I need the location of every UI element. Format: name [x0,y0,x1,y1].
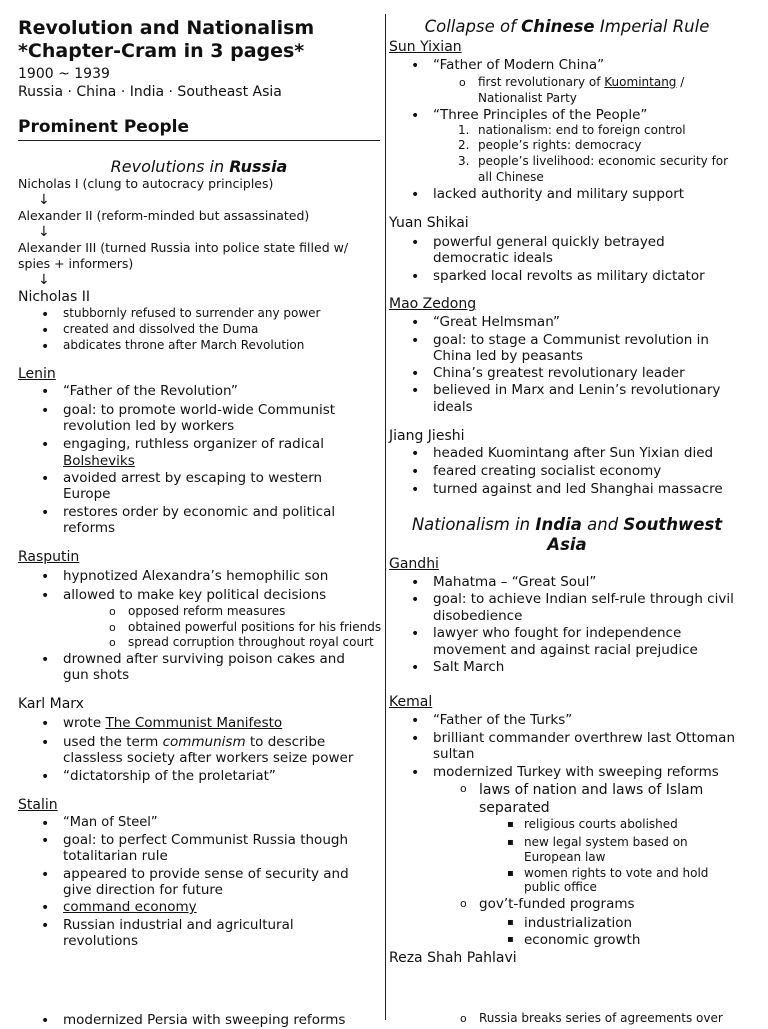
india-heading-cont: Asia [547,535,587,554]
alexander-ii: Alexander II (reform-minded but assassinated) [18,208,310,223]
list-item: • abdicates throne after March Revolution [63,339,304,353]
arrow-icon: ↓ [38,192,50,208]
list-item-cont: ideals [433,399,473,415]
sub-item: o gov’t-funded programs [479,897,635,913]
list-item: • hypnotized Alexandra’s hemophilic son [63,569,328,585]
numbered-item: people’s livelihood: economic security for [478,154,729,168]
nicholas-ii: Nicholas II [18,289,90,305]
sub-item: o obtained powerful positions for his friends [128,621,381,635]
list-item: • brilliant commander overthrew last Ottoman [433,731,735,747]
list-item-cont: reforms [63,520,116,536]
list-item: • headed Kuomintang after Sun Yixian died [433,446,713,462]
list-item: • appeared to provide sense of security and [63,867,349,883]
list-item: • engaging, ruthless organizer of radical [63,437,324,453]
num-marker: 2. [458,138,470,152]
list-item-cont: give direction for future [63,882,223,898]
sub-sub-item: ▪ religious courts abolished [524,818,678,832]
list-item: • “Man of Steel” [63,816,158,831]
jiang-name: Jiang Jieshi [389,428,465,444]
list-item: • feared creating socialist economy [433,464,661,480]
lenin-name: Lenin [18,366,56,382]
sub-item: o spread corruption throughout royal court [128,636,374,650]
list-item-cont: gun shots [63,667,130,683]
list-item-cont: classless society after workers seize power [63,750,354,766]
rasputin-name: Rasputin [18,549,80,565]
year-range: 1900 ~ 1939 [18,66,110,82]
num-marker: 3. [458,154,470,168]
alexander-iii-cont: spies + informers) [18,256,134,271]
list-item: • created and dissolved the Duma [63,323,258,337]
sub-sub-item: ▪ industrialization [524,916,632,932]
list-item-cont: sultan [433,746,475,762]
list-item-cont: disobedience [433,608,523,624]
list-item-cont: China led by peasants [433,348,583,364]
section-heading: Prominent People [18,117,190,137]
sub-item: o Russia breaks series of agreements over [479,1012,723,1026]
list-item: • “Father of Modern China” [433,58,604,74]
marx-name: Karl Marx [18,696,84,712]
stalin-name: Stalin [18,797,58,813]
list-item: • “Father of the Turks” [433,713,572,729]
list-item: • Russian industrial and agricultural [63,918,294,934]
list-item: • stubbornly refused to surrender any power [63,307,320,321]
list-item: • goal: to promote world-wide Communist [63,403,335,419]
alexander-iii: Alexander III (turned Russia into police state filled w/ [18,240,349,255]
numbered-item-cont: all Chinese [478,170,544,184]
list-item-cont: Europe [63,486,111,502]
list-item: • modernized Persia with sweeping reforms [63,1013,345,1029]
num-marker: 1. [458,123,470,137]
list-item: • sparked local revolts as military dictator [433,269,705,285]
sub-item-cont: separated [479,800,550,816]
list-item: • used the term communism to describe [63,735,325,751]
column-divider [385,14,386,1020]
nicholas-i: Nicholas I (clung to autocracy principles) [18,176,274,191]
list-item: • “Great Helmsman” [433,315,560,331]
list-item: • powerful general quickly betrayed [433,235,665,251]
yuan-name: Yuan Shikai [389,215,469,231]
arrow-icon: ↓ [38,224,50,240]
sub-item: o laws of nation and laws of Islam [479,782,703,798]
page-subtitle: *Chapter-Cram in 3 pages* [18,40,305,62]
sub-item: o first revolutionary of Kuomintang / [478,76,684,90]
page-title: Revolution and Nationalism [18,17,315,39]
list-item: • turned against and led Shanghai massacre [433,482,723,498]
list-item-cont: democratic ideals [433,250,553,266]
mao-name: Mao Zedong [389,296,477,312]
numbered-item: people’s rights: democracy [478,138,642,152]
list-item: • drowned after surviving poison cakes and [63,652,345,668]
list-item: • “dictatorship of the proletariat” [63,769,276,785]
list-item: • lacked authority and military support [433,187,684,203]
list-item: • Mahatma – “Great Soul” [433,575,596,591]
list-item: • avoided arrest by escaping to western [63,471,322,487]
china-heading: Collapse of Chinese Imperial Rule [424,17,710,36]
list-item: • China’s greatest revolutionary leader [433,366,685,382]
section-rule [18,140,380,141]
sub-sub-item: ▪ new legal system based on [524,836,688,850]
list-item: • allowed to make key political decisions [63,588,326,604]
kemal-name: Kemal [389,694,433,710]
list-item: • goal: to stage a Communist revolution in [433,333,709,349]
sub-sub-item: ▪ economic growth [524,933,640,949]
list-item-cont: movement and against racial prejudice [433,642,698,658]
sub-sub-item-cont: European law [524,850,606,864]
list-item-cont: revolution led by workers [63,418,235,434]
numbered-item: nationalism: end to foreign control [478,123,686,137]
india-heading: Nationalism in India and Southwest [411,515,723,534]
list-item: • goal: to perfect Communist Russia though [63,833,348,849]
list-item: • “Father of the Revolution” [63,384,238,400]
list-item: • “Three Principles of the People” [433,108,647,124]
reza-name: Reza Shah Pahlavi [389,950,517,966]
list-item: • Salt March [433,660,504,676]
list-item: • restores order by economic and political [63,505,335,521]
regions: Russia · China · India · Southeast Asia [18,84,282,100]
list-item: • command economy [63,900,197,916]
list-item-cont: revolutions [63,933,139,949]
arrow-icon: ↓ [38,272,50,288]
list-item: • lawyer who fought for independence [433,626,681,642]
russia-heading: Revolutions in Russia [110,157,288,176]
sub-sub-item: ▪ women rights to vote and hold [524,867,708,881]
list-item: • wrote The Communist Manifesto [63,716,282,732]
list-item-cont: totalitarian rule [63,848,168,864]
list-item: • goal: to achieve Indian self-rule through civil [433,592,734,608]
sub-sub-item-cont: public office [524,880,597,894]
sub-item-cont: Nationalist Party [478,91,577,105]
list-item-cont: Bolsheviks [63,453,135,469]
sub-item: o opposed reform measures [128,605,285,619]
gandhi-name: Gandhi [389,556,439,572]
list-item: • believed in Marx and Lenin’s revolutionary [433,383,720,399]
list-item: • modernized Turkey with sweeping reforms [433,765,719,781]
sun-name: Sun Yixian [389,39,462,55]
